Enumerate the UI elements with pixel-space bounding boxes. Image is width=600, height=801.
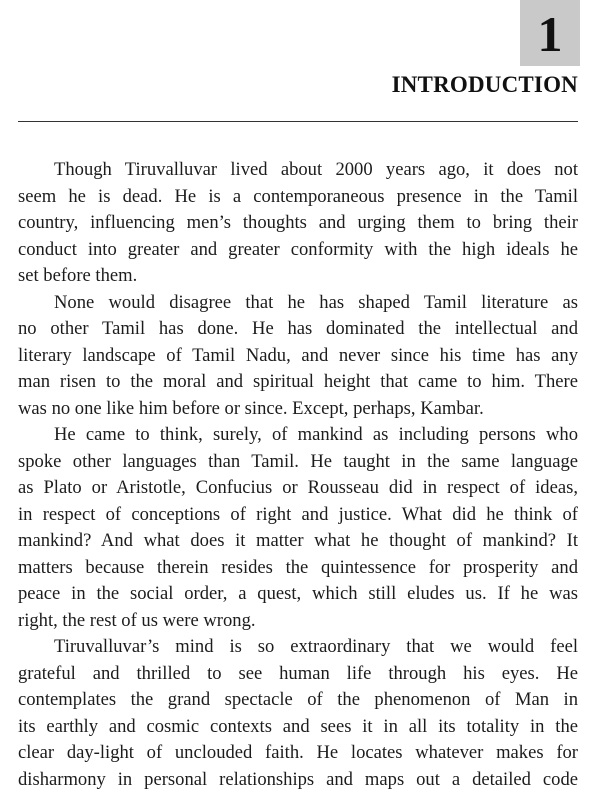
- text-line: peace in the social order, a quest, which still eludes us. If he was: [18, 583, 578, 604]
- text-line: Though Tiruvalluvar lived about 2000 years ago, it does not: [54, 159, 578, 180]
- chapter-number-box: [520, 0, 580, 66]
- text-line: He came to think, surely, of mankind as including persons who: [54, 424, 578, 445]
- text-line: Tiruvalluvar’s mind is so extraordinary that we would feel: [54, 636, 578, 657]
- text-line: clear day-light of unclouded faith. He locates whatever makes for: [18, 742, 578, 763]
- text-line: mankind? And what does it matter what he thought of mankind? It: [18, 530, 578, 551]
- text-line: disharmony in personal relationships and maps out a detailed code: [18, 768, 578, 790]
- chapter-title: INTRODUCTION: [391, 72, 578, 97]
- text-line: seem he is dead. He is a contemporaneous presence in the Tamil: [18, 185, 578, 207]
- text-line: country, influencing men’s thoughts and urging them to bring their: [18, 212, 578, 233]
- text-line: right, the rest of us were wrong.: [18, 609, 256, 631]
- title-divider: [18, 121, 578, 122]
- text-line: its earthly and cosmic contexts and sees it in all its totality in the: [18, 715, 578, 737]
- text-line: as Plato or Aristotle, Confucius or Rousseau did in respect of ideas,: [18, 477, 578, 498]
- text-line: was no one like him before or since. Except, perhaps, Kambar.: [18, 397, 484, 419]
- text-line: man risen to the moral and spiritual height that came to him. There: [18, 371, 578, 392]
- text-line: literary landscape of Tamil Nadu, and never since his time has any: [18, 344, 578, 366]
- text-line: in respect of conceptions of right and justice. What did he think of: [18, 503, 578, 525]
- text-line: conduct into greater and greater conformity with the high ideals he: [18, 238, 578, 260]
- text-line: set before them.: [18, 265, 138, 286]
- body-text: [18, 157, 578, 793]
- chapter-number: 1: [537, 6, 563, 62]
- text-line: spoke other languages than Tamil. He taught in the same language: [18, 450, 578, 472]
- text-line: matters because therein resides the quintessence for prosperity and: [18, 556, 578, 578]
- text-line: no other Tamil has done. He has dominated the intellectual and: [18, 318, 578, 339]
- text-line: None would disagree that he has shaped Tamil literature as: [54, 291, 578, 313]
- text-line: contemplates the grand spectacle of the phenomenon of Man in: [18, 689, 578, 710]
- text-line: grateful and thrilled to see human life through his eyes. He: [18, 662, 578, 684]
